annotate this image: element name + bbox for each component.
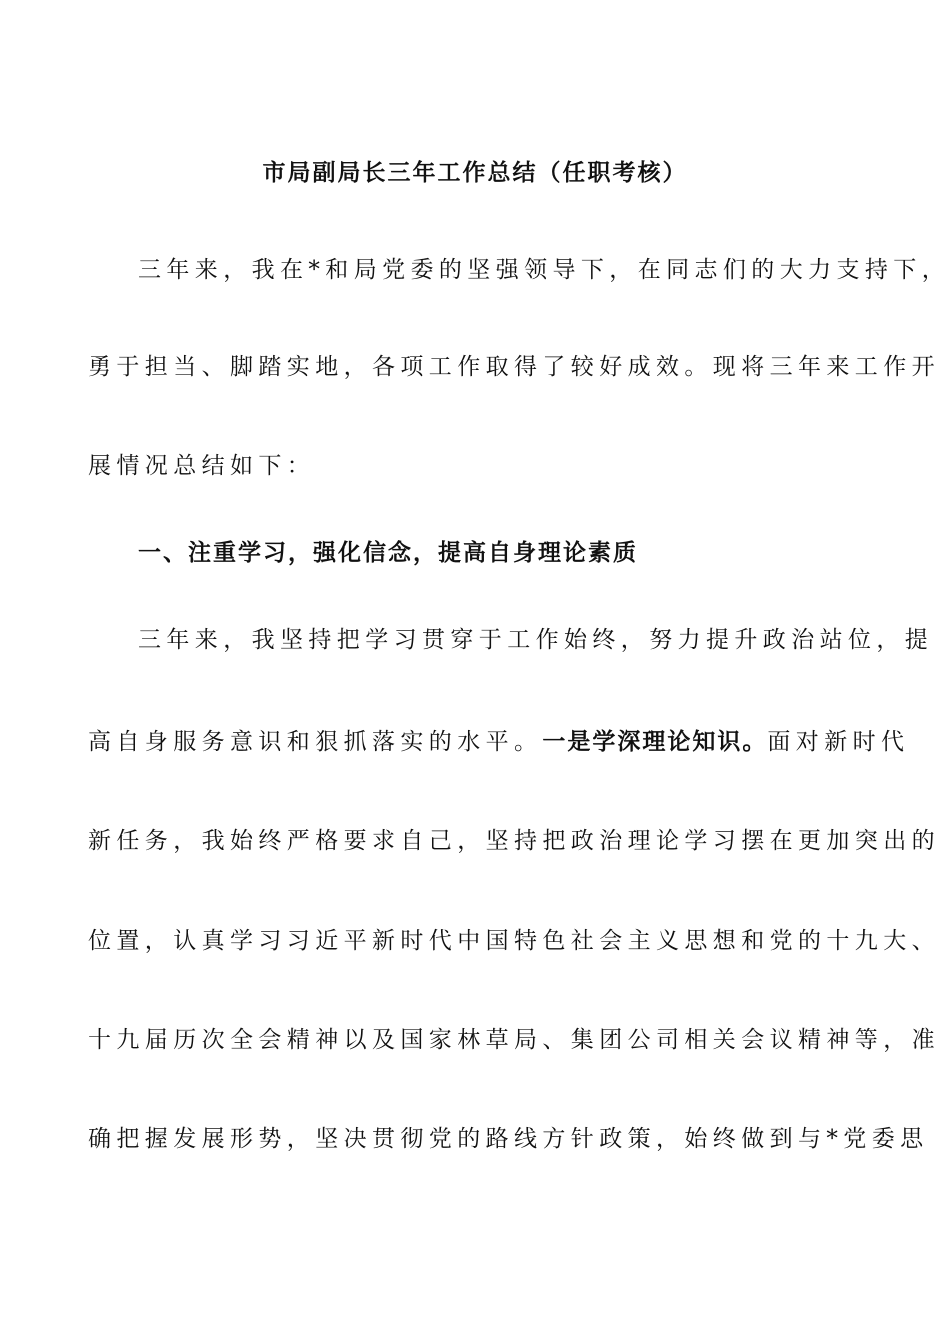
document-title: 市局副局长三年工作总结（任职考核） — [262, 160, 688, 186]
paragraph-line: 三年来，我在*和局党委的坚强领导下，在同志们的大力支持下， — [138, 257, 950, 283]
paragraph-line: 确把握发展形势，坚决贯彻党的路线方针政策，始终做到与*党委思 — [88, 1126, 929, 1152]
paragraph-line: 十九届历次全会精神以及国家林草局、集团公司相关会议精神等，准 — [88, 1027, 940, 1053]
paragraph-line-mixed — [88, 726, 910, 758]
paragraph-line: 位置，认真学习习近平新时代中国特色社会主义思想和党的十九大、 — [88, 928, 940, 954]
paragraph-text: 面对新时代 — [767, 729, 910, 755]
paragraph-line: 三年来，我坚持把学习贯穿于工作始终，努力提升政治站位，提 — [138, 627, 934, 653]
paragraph-text: 高自身服务意识和狠抓落实的水平。 — [88, 729, 543, 755]
paragraph-line: 新任务，我始终严格要求自己，坚持把政治理论学习摆在更加突出的 — [88, 828, 940, 854]
paragraph-line: 展情况总结如下： — [88, 453, 316, 479]
section-heading: 一、注重学习，强化信念，提高自身理论素质 — [138, 540, 638, 566]
emphasis-text: 一是学深理论知识。 — [542, 729, 768, 755]
paragraph-line: 勇于担当、脚踏实地，各项工作取得了较好成效。现将三年来工作开 — [88, 354, 940, 380]
